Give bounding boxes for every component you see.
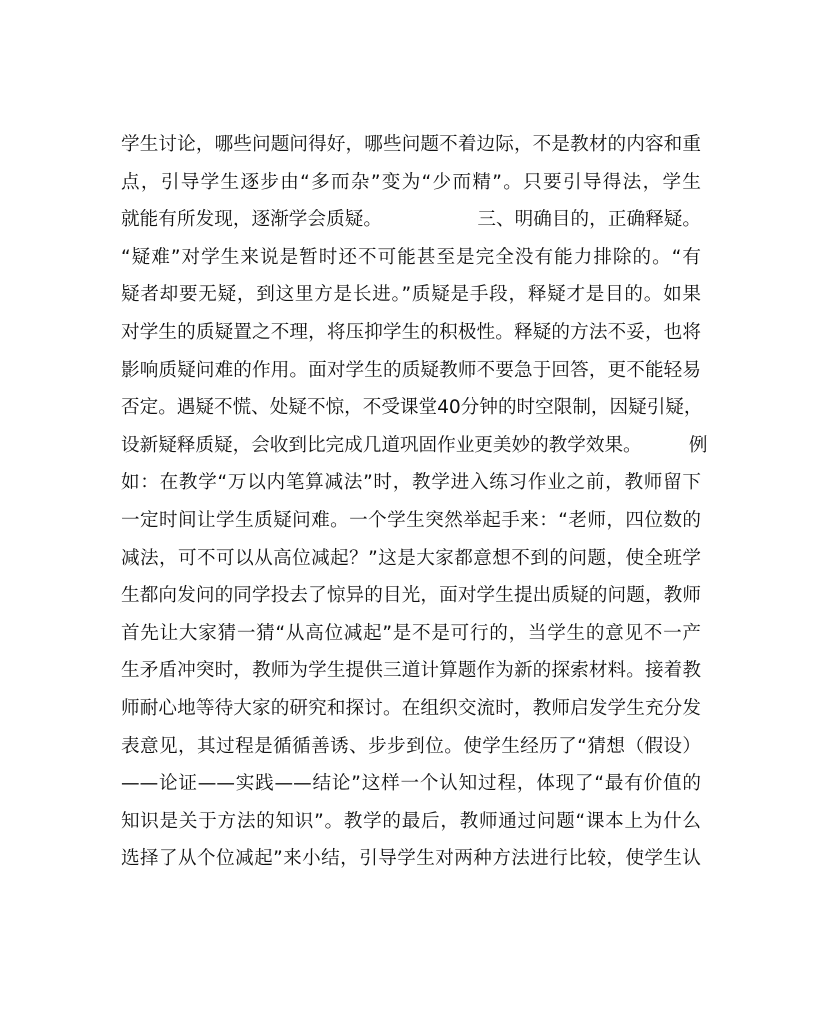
text-line-7: 影响质疑问难的作用。面对学生的质疑教师不要急于回答，更不能轻易 bbox=[121, 359, 701, 381]
text-line-17: 表意见，其过程是循循善诱、步步到位。使学生经历了“猜想（假设） bbox=[121, 735, 701, 757]
text-line-11: 一定时间让学生质疑问难。一个学生突然举起手来：“老师，四位数的 bbox=[121, 509, 701, 531]
text-line-9: 设新疑释质疑，会收到比完成几道巩固作业更美妙的教学效果。 例 bbox=[121, 434, 708, 456]
text-line-13: 生都向发问的同学投去了惊异的目光，面对学生提出质疑的问题，教师 bbox=[121, 585, 701, 607]
text-line-15: 生矛盾冲突时，教师为学生提供三道计算题作为新的探索材料。接着教 bbox=[121, 660, 701, 682]
text-line-5: 疑者却要无疑，到这里方是长进。”质疑是手段，释疑才是目的。如果 bbox=[121, 284, 701, 306]
text-line-20: 选择了从个位减起”来小结，引导学生对两种方法进行比较，使学生认 bbox=[121, 848, 701, 870]
text-line-19: 知识是关于方法的知识”。教学的最后，教师通过问题“课本上为什么 bbox=[121, 810, 701, 832]
text-line-14: 首先让大家猜一猜“从高位减起”是不是可行的，当学生的意见不一产 bbox=[121, 622, 701, 644]
text-line-16: 师耐心地等待大家的研究和探讨。在组织交流时，教师启发学生充分发 bbox=[121, 697, 701, 719]
text-line-3: 就能有所发现，逐渐学会质疑。 三、明确目的，正确释疑。 bbox=[121, 209, 701, 231]
body-text bbox=[121, 126, 708, 878]
text-line-10: 如：在教学“万以内笔算减法”时，教学进入练习作业之前，教师留下 bbox=[121, 472, 701, 494]
text-line-12: 减法，可不可以从高位减起？”这是大家都意想不到的问题，使全班学 bbox=[121, 547, 701, 569]
text-line-18: ——论证——实践——结论”这样一个认知过程，体现了“最有价值的 bbox=[121, 773, 701, 795]
text-line-4: “疑难”对学生来说是暂时还不可能甚至是完全没有能力排除的。“有 bbox=[121, 246, 701, 268]
text-line-2: 点，引导学生逐步由“多而杂”变为“少而精”。只要引导得法，学生 bbox=[121, 171, 701, 193]
text-line-6: 对学生的质疑置之不理，将压抑学生的积极性。释疑的方法不妥，也将 bbox=[121, 321, 701, 343]
text-line-8: 否定。遇疑不慌、处疑不惊，不受课堂40分钟的时空限制，因疑引疑， bbox=[121, 397, 703, 419]
text-line-1: 学生讨论，哪些问题问得好，哪些问题不着边际，不是教材的内容和重 bbox=[121, 134, 701, 155]
